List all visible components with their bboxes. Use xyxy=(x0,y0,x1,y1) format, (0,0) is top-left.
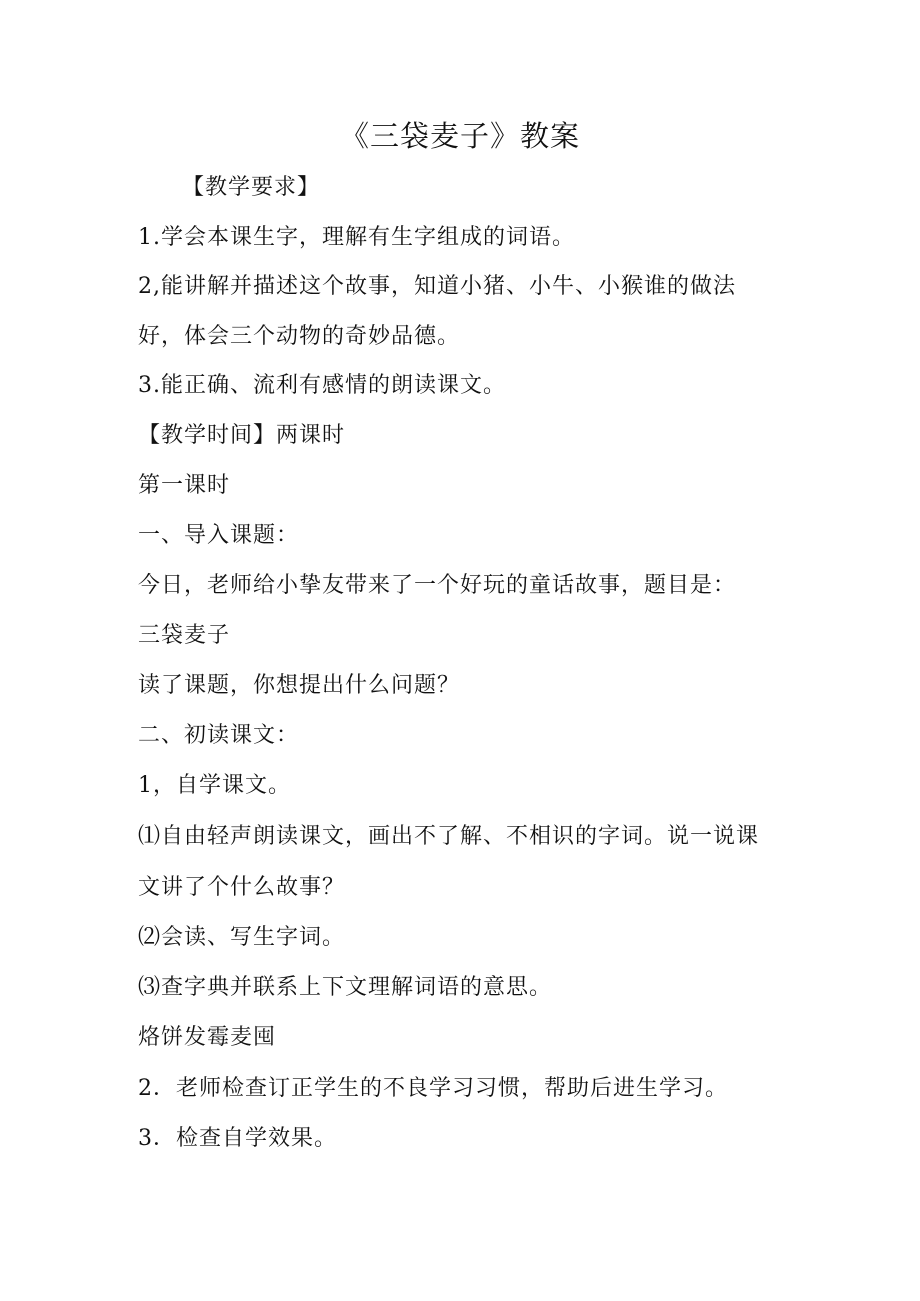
document-title: 《三袋麦子》教案 xyxy=(339,119,580,153)
section-heading-teaching-requirements: 【教学要求】 xyxy=(182,175,321,200)
requirement-item-1: 1.学会本课生字，理解有生字组成的词语。 xyxy=(138,225,575,250)
step-heading-first-reading: 二、初读课文： xyxy=(138,723,300,748)
requirement-item-2: 2,能讲解并描述这个故事，知道小猪、小牛、小猴谁的做法 xyxy=(138,274,736,299)
requirement-item-2-continued: 好，体会三个动物的奇妙品德。 xyxy=(138,324,461,349)
vocabulary-line: 烙饼发霉麦囤 xyxy=(138,1025,277,1050)
list-item-continued: 文讲了个什么故事？ xyxy=(138,875,346,900)
step-heading-introduction: 一、导入课题： xyxy=(138,523,300,548)
list-item: ⑵会读、写生字词。 xyxy=(138,925,346,950)
lesson-heading: 第一课时 xyxy=(138,473,231,498)
paragraph-line: 三袋麦子 xyxy=(138,623,231,648)
list-item: 1，自学课文。 xyxy=(138,773,291,798)
paragraph-line: 今日，老师给小挚友带来了一个好玩的童话故事，题目是： xyxy=(138,573,737,598)
paragraph-line: 读了课题，你想提出什么问题？ xyxy=(138,673,461,698)
requirement-item-3: 3.能正确、流利有感情的朗读课文。 xyxy=(138,373,506,398)
list-item: 2．老师检查订正学生的不良学习习惯，帮助后进生学习。 xyxy=(138,1076,728,1101)
list-item: 3．检查自学效果。 xyxy=(138,1126,337,1151)
list-item: ⑴自由轻声朗读课文，画出不了解、不相识的字词。说一说课 xyxy=(138,824,760,849)
section-heading-teaching-time: 【教学时间】两课时 xyxy=(138,423,346,448)
list-item: ⑶查字典并联系上下文理解词语的意思。 xyxy=(138,975,553,1000)
